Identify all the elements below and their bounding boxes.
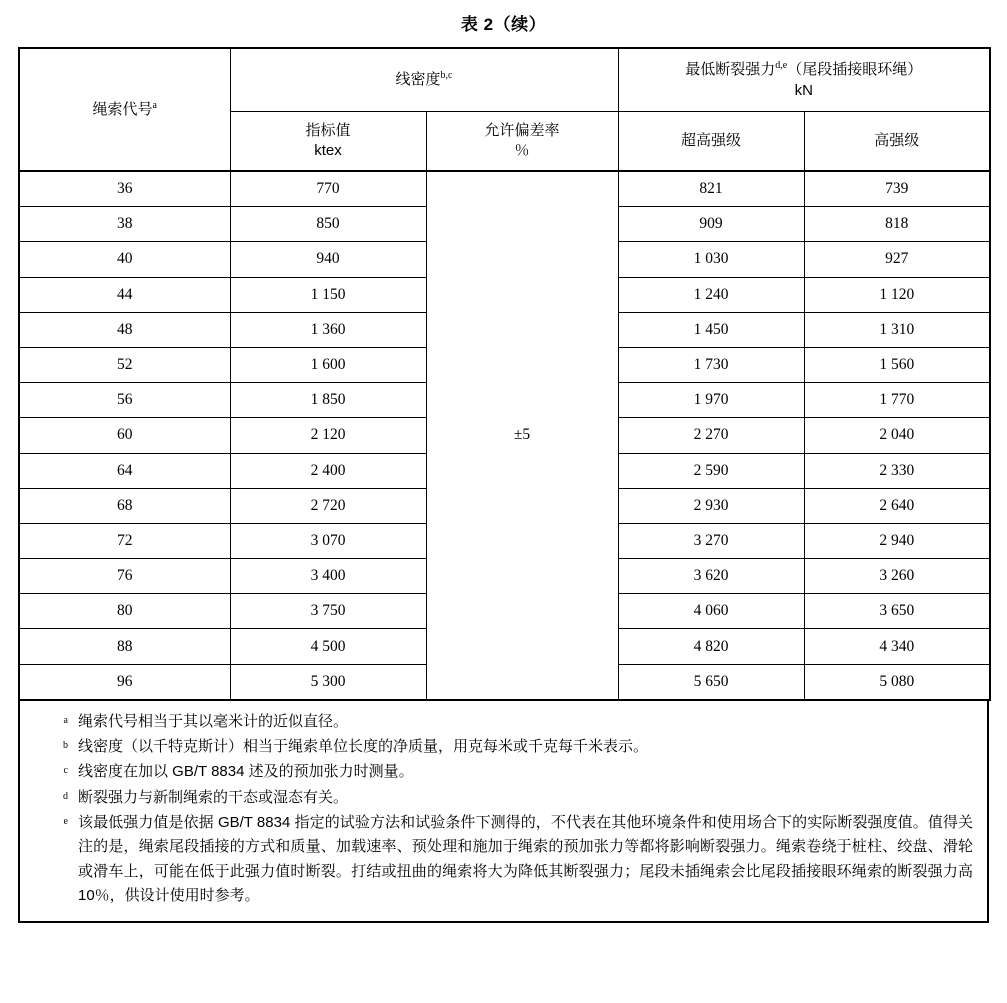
cell-ultra: 5 650 — [618, 664, 804, 700]
cell-rope-code: 72 — [19, 523, 230, 558]
cell-high: 1 310 — [804, 312, 990, 347]
cell-ultra: 3 620 — [618, 559, 804, 594]
footnote-text: 断裂强力与新制绳索的干态或湿态有关。 — [78, 788, 349, 806]
cell-rope-code: 60 — [19, 418, 230, 453]
cell-rope-code: 38 — [19, 207, 230, 242]
cell-density: 1 600 — [230, 347, 426, 382]
footnote-ref-bc: b,c — [440, 70, 453, 82]
footnote-d — [34, 786, 973, 810]
header-breaking-force-unit: kN — [794, 81, 813, 99]
specification-table — [18, 47, 991, 701]
cell-ultra: 1 450 — [618, 312, 804, 347]
footnote-c — [34, 760, 973, 784]
footnote-text: 线密度在加以 GB/T 8834 述及的预加张力时测量。 — [78, 763, 414, 781]
cell-rope-code: 40 — [19, 242, 230, 277]
cell-ultra: 4 820 — [618, 629, 804, 664]
footnote-text: 线密度（以千特克斯计）相当于绳索单位长度的净质量，用克每米或千克每千米表示。 — [78, 738, 649, 756]
cell-ultra: 821 — [618, 171, 804, 207]
cell-tolerance: ±5 — [426, 171, 618, 700]
cell-ultra: 1 240 — [618, 277, 804, 312]
header-rope-code: 绳索代号$^a$ — [19, 48, 230, 171]
table-header-row-1 — [19, 48, 990, 112]
cell-ultra: 2 270 — [618, 418, 804, 453]
cell-ultra: 3 270 — [618, 523, 804, 558]
footnote-mark: c — [63, 765, 68, 777]
cell-high: 3 260 — [804, 559, 990, 594]
cell-density: 2 400 — [230, 453, 426, 488]
cell-high: 739 — [804, 171, 990, 207]
cell-ultra: 2 930 — [618, 488, 804, 523]
cell-rope-code: 44 — [19, 277, 230, 312]
cell-rope-code: 88 — [19, 629, 230, 664]
cell-ultra: 909 — [618, 207, 804, 242]
footnote-mark: d — [63, 790, 68, 802]
footnote-mark: e — [63, 816, 68, 827]
cell-density: 2 120 — [230, 418, 426, 453]
footnote-ref-a: a — [152, 99, 157, 111]
cell-high: 5 080 — [804, 664, 990, 700]
cell-high: 2 330 — [804, 453, 990, 488]
footnote-b — [34, 735, 973, 759]
header-nominal-value: 指标值 ktex — [230, 112, 426, 172]
header-ultra-high-grade: 超高强级 — [618, 112, 804, 172]
cell-rope-code: 76 — [19, 559, 230, 594]
cell-density: 2 720 — [230, 488, 426, 523]
cell-rope-code: 36 — [19, 171, 230, 207]
header-breaking-force — [618, 48, 990, 112]
cell-density: 850 — [230, 207, 426, 242]
table-row — [19, 171, 990, 207]
cell-density: 1 360 — [230, 312, 426, 347]
footnote-a — [34, 710, 973, 734]
page-title: 表 2（续） — [460, 15, 547, 34]
footnote-ref-de: d,e — [775, 60, 788, 72]
cell-ultra: 1 970 — [618, 383, 804, 418]
cell-density: 1 150 — [230, 277, 426, 312]
cell-ultra: 1 730 — [618, 347, 804, 382]
cell-high: 927 — [804, 242, 990, 277]
footnote-mark: b — [63, 740, 68, 752]
header-linear-density: 线密度$^{b,c}$ — [230, 48, 618, 112]
footnote-text: 绳索代号相当于其以毫米计的近似直径。 — [78, 712, 349, 730]
cell-rope-code: 80 — [19, 594, 230, 629]
header-high-grade: 高强级 — [804, 112, 990, 172]
cell-high: 1 560 — [804, 347, 990, 382]
cell-ultra: 1 030 — [618, 242, 804, 277]
cell-rope-code: 68 — [19, 488, 230, 523]
cell-high: 818 — [804, 207, 990, 242]
cell-ultra: 4 060 — [618, 594, 804, 629]
cell-rope-code: 64 — [19, 453, 230, 488]
cell-rope-code: 52 — [19, 347, 230, 382]
cell-density: 3 400 — [230, 559, 426, 594]
footnote-e — [34, 811, 973, 908]
table-footnotes — [18, 699, 989, 923]
cell-density: 5 300 — [230, 664, 426, 700]
cell-rope-code: 56 — [19, 383, 230, 418]
header-breaking-force-line1: 最低断裂强力$^{d,e}$（尾段插接眼环绳） — [685, 60, 923, 79]
cell-high: 1 770 — [804, 383, 990, 418]
cell-high: 2 940 — [804, 523, 990, 558]
cell-ultra: 2 590 — [618, 453, 804, 488]
footnote-mark: a — [63, 714, 68, 726]
cell-high: 2 640 — [804, 488, 990, 523]
cell-high: 1 120 — [804, 277, 990, 312]
cell-density: 3 070 — [230, 523, 426, 558]
cell-rope-code: 48 — [19, 312, 230, 347]
cell-density: 940 — [230, 242, 426, 277]
cell-high: 4 340 — [804, 629, 990, 664]
cell-high: 3 650 — [804, 594, 990, 629]
cell-density: 4 500 — [230, 629, 426, 664]
cell-density: 3 750 — [230, 594, 426, 629]
header-tolerance: 允许偏差率 ％ — [426, 112, 618, 172]
cell-high: 2 040 — [804, 418, 990, 453]
cell-density: 1 850 — [230, 383, 426, 418]
cell-density: 770 — [230, 171, 426, 207]
cell-rope-code: 96 — [19, 664, 230, 700]
footnote-text: 该最低强力值是依据 GB/T 8834 指定的试验方法和试验条件下测得的，不代表在其他环境条件和使用场合下的实际断裂强度值。值得关注的是，绳索尾段插接的方式和质量、加载速率、预处理和施加于绳索的预加张力等都将影响断裂强力。绳索卷绕于桩柱、绞盘、滑轮或滑车上，可能在低于此强力值时断裂。打结或扭曲的绳索将大为降低其断裂强力；尾段未插绳索会比尾段插接眼环绳索的断裂强力高 10％，供设计使用时参考。 — [78, 814, 973, 904]
